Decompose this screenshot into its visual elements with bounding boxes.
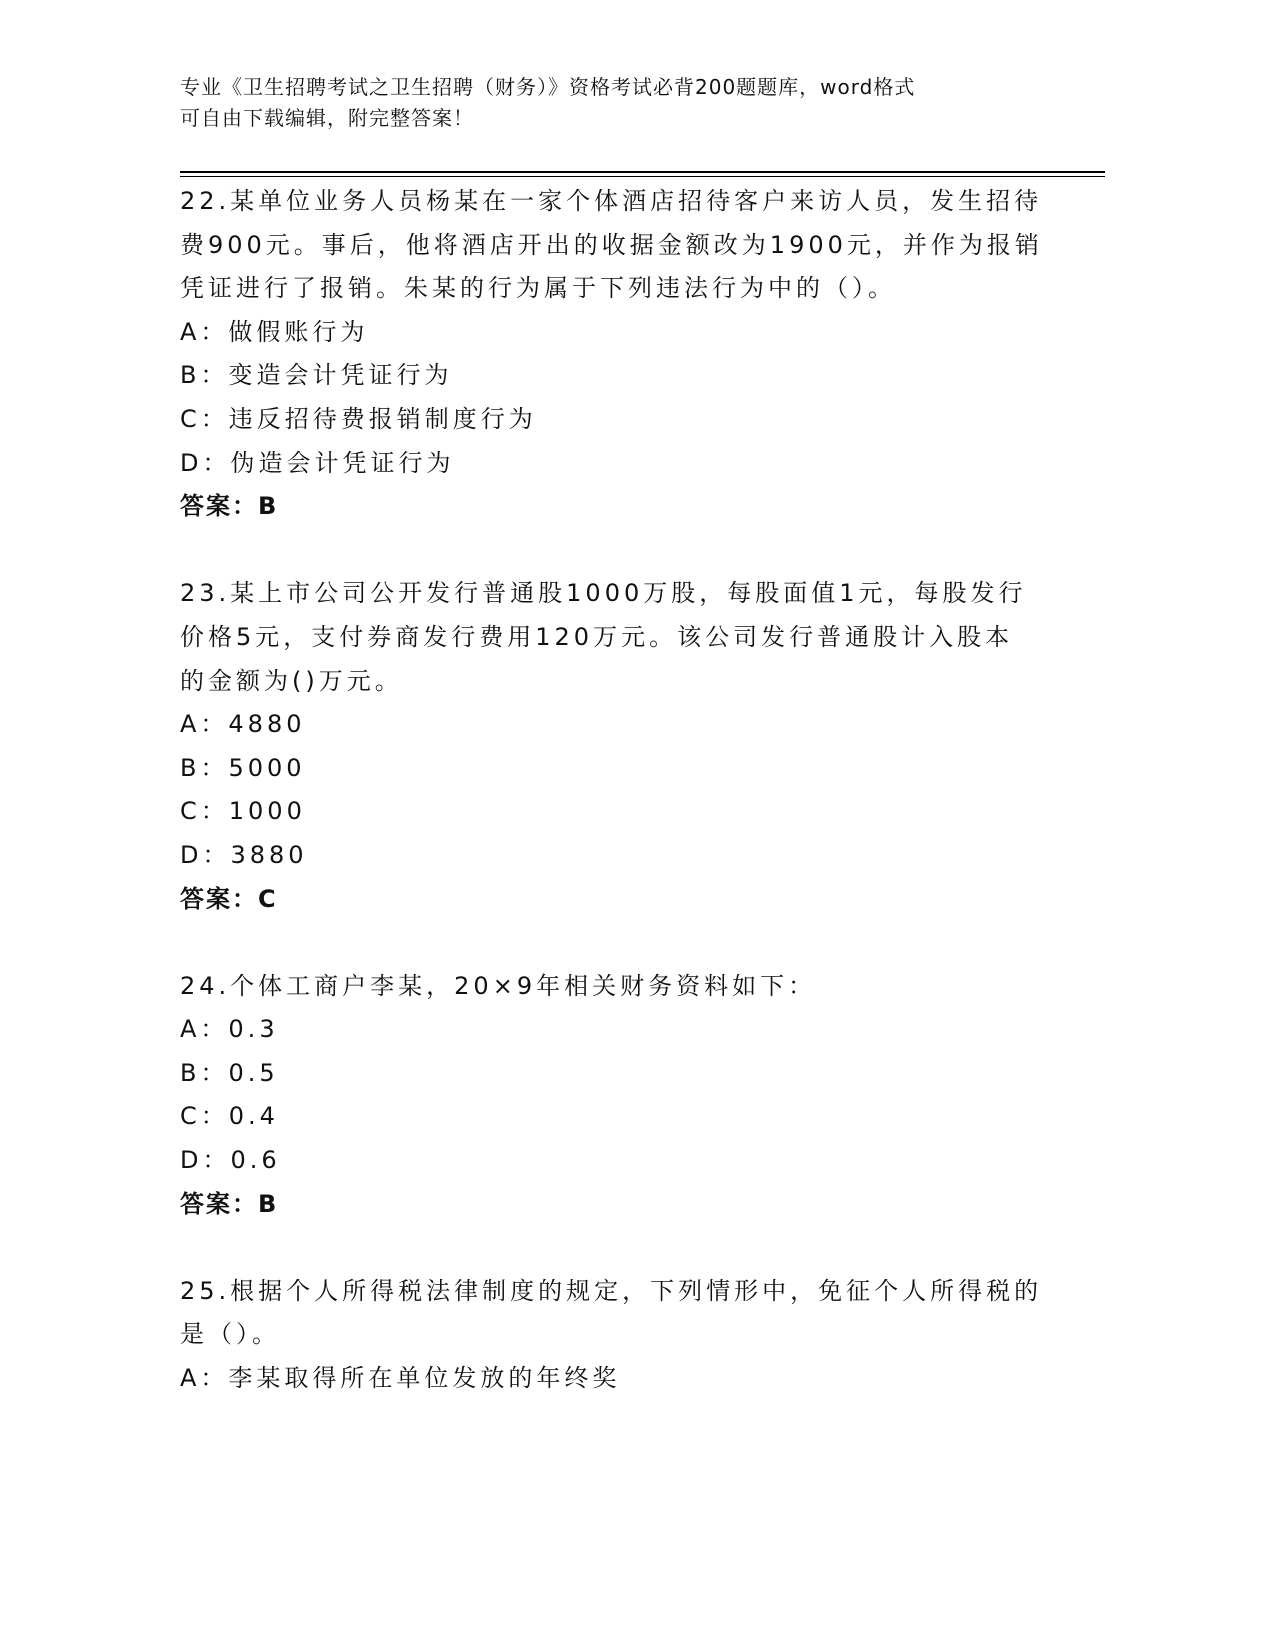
question-25: [180, 1270, 1080, 1401]
question-text-line: 25.根据个人所得税法律制度的规定，下列情形中，免征个人所得税的: [180, 1276, 1043, 1305]
answer-option: A：李某取得所在单位发放的年终奖: [180, 1364, 621, 1393]
answer-option: A：0.3: [180, 1015, 279, 1044]
header-line: 专业《卫生招聘考试之卫生招聘（财务）》资格考试必背200题题库，word格式: [180, 75, 916, 99]
question-text-line: 是（）。: [180, 1320, 280, 1349]
question-22: [180, 180, 1080, 529]
answer-option: C：1000: [180, 797, 306, 826]
answer-option: D：伪造会计凭证行为: [180, 448, 455, 477]
answer-option: C：0.4: [180, 1102, 279, 1131]
divider-thick: [180, 171, 1105, 173]
header-line: 可自由下载编辑，附完整答案！: [180, 106, 474, 130]
question-text-line: 费900元。事后，他将酒店开出的收据金额改为1900元，并作为报销: [180, 230, 1043, 259]
question-text-line: 价格5元，支付券商发行费用120万元。该公司发行普通股计入股本: [180, 622, 1014, 651]
answer-option: B：变造会计凭证行为: [180, 361, 453, 390]
answer-option: B：5000: [180, 753, 306, 782]
correct-answer: 答案：C: [180, 884, 278, 913]
answer-option: B：0.5: [180, 1058, 279, 1087]
question-text-line: 24.个体工商户李某，20×9年相关财务资料如下：: [180, 971, 817, 1000]
answer-option: D：0.6: [180, 1146, 281, 1175]
question-text-line: 的金额为()万元。: [180, 666, 403, 695]
question-24: [180, 965, 1080, 1227]
answer-option: A：做假账行为: [180, 317, 369, 346]
divider-thin: [180, 176, 1105, 177]
correct-answer: 答案：B: [180, 492, 279, 521]
question-list: [180, 180, 1080, 1444]
question-23: [180, 572, 1080, 921]
question-text-line: 22.某单位业务人员杨某在一家个体酒店招待客户来访人员，发生招待: [180, 187, 1043, 215]
question-text-line: 凭证进行了报销。朱某的行为属于下列违法行为中的（）。: [180, 274, 896, 303]
answer-option: A：4880: [180, 710, 306, 739]
answer-option: C：违反招待费报销制度行为: [180, 404, 537, 433]
question-text-line: 23.某上市公司公开发行普通股1000万股，每股面值1元，每股发行: [180, 579, 1027, 608]
document-header: [180, 72, 915, 134]
correct-answer: 答案：B: [180, 1189, 279, 1218]
answer-option: D：3880: [180, 840, 308, 869]
